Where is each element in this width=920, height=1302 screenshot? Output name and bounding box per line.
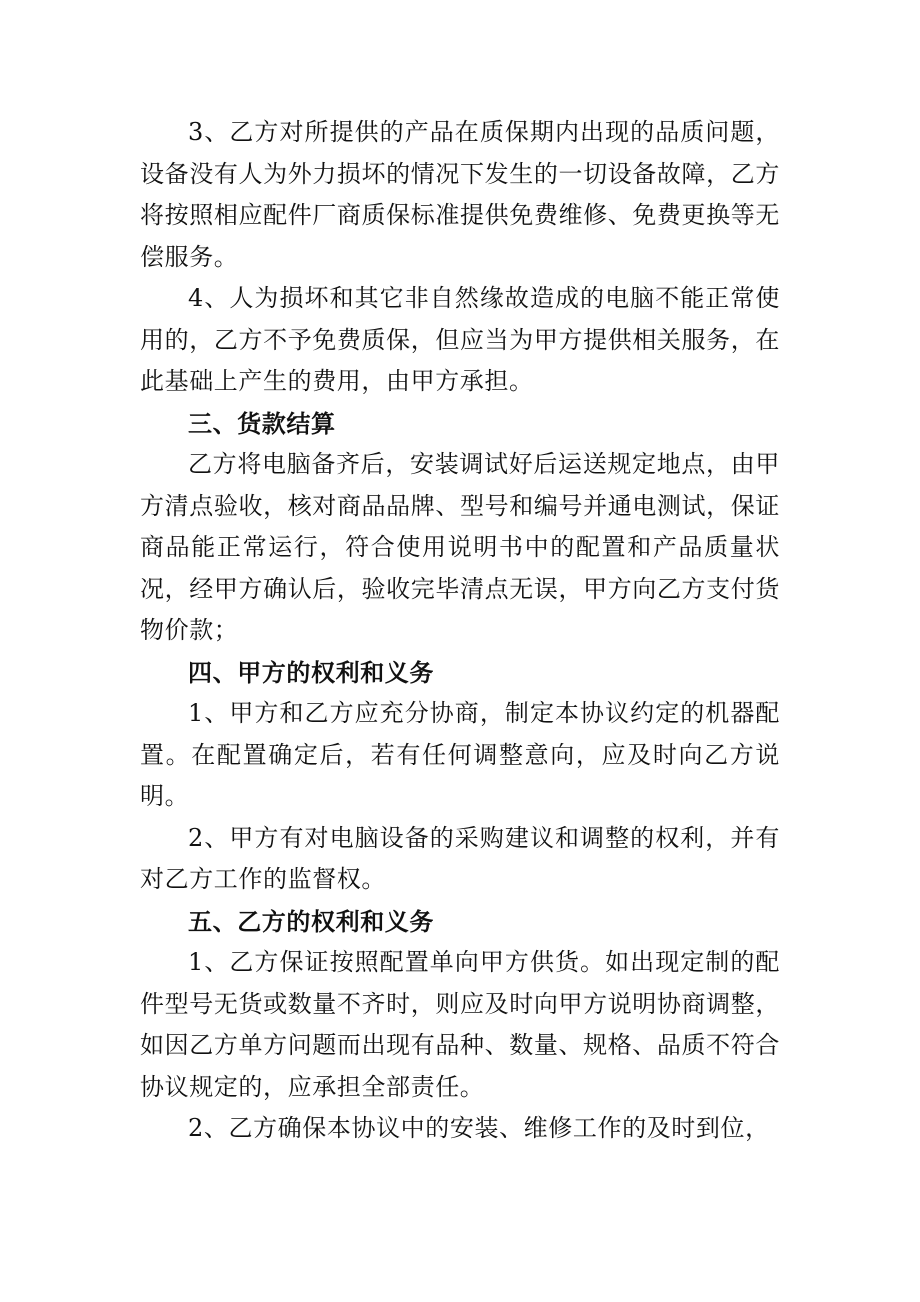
payment-settlement-text: 乙方将电脑备齐后，安装调试好后运送规定地点，由甲方清点验收，核对商品品牌、型号和编号并通电测试，保证商品能正常运行，符合使用说明书中的配置和产品质量状况，经甲方确认后，验收完毕清点无误，甲方向乙方支付货物价款；: [140, 450, 780, 644]
clause-4-human-damage: 4、人为损坏和其它非自然缘故造成的电脑不能正常使用的，乙方不予免费质保，但应当为甲方提供相关服务，在此基础上产生的费用，由甲方承担。: [140, 284, 780, 395]
clause-3-quality-warranty: 3、乙方对所提供的产品在质保期内出现的品质问题，设备没有人为外力损坏的情况下发生的一切设备故障，乙方将按照相应配件厂商质保标准提供免费维修、免费更换等无偿服务。: [140, 118, 780, 271]
party-b-clause-2: 2、乙方确保本协议中的安装、维修工作的及时到位，: [188, 1114, 770, 1142]
section-heading-party-a-rights: 四、甲方的权利和义务: [188, 657, 434, 687]
party-a-clause-1: 1、甲方和乙方应充分协商，制定本协议约定的机器配置。在配置确定后，若有任何调整意向，应及时向乙方说明。: [140, 699, 780, 810]
document-page: [140, 112, 780, 1150]
section-heading-party-b-rights: 五、乙方的权利和义务: [188, 906, 434, 936]
party-b-clause-1: 1、乙方保证按照配置单向甲方供货。如出现定制的配件型号无货或数量不齐时，则应及时向甲方说明协商调整，如因乙方单方问题而出现有品种、数量、规格、品质不符合协议规定的，应承担全部责任。: [140, 948, 780, 1101]
party-a-clause-2: 2、甲方有对电脑设备的采购建议和调整的权利，并有对乙方工作的监督权。: [140, 823, 780, 893]
section-heading-payment: 三、货款结算: [188, 408, 336, 438]
